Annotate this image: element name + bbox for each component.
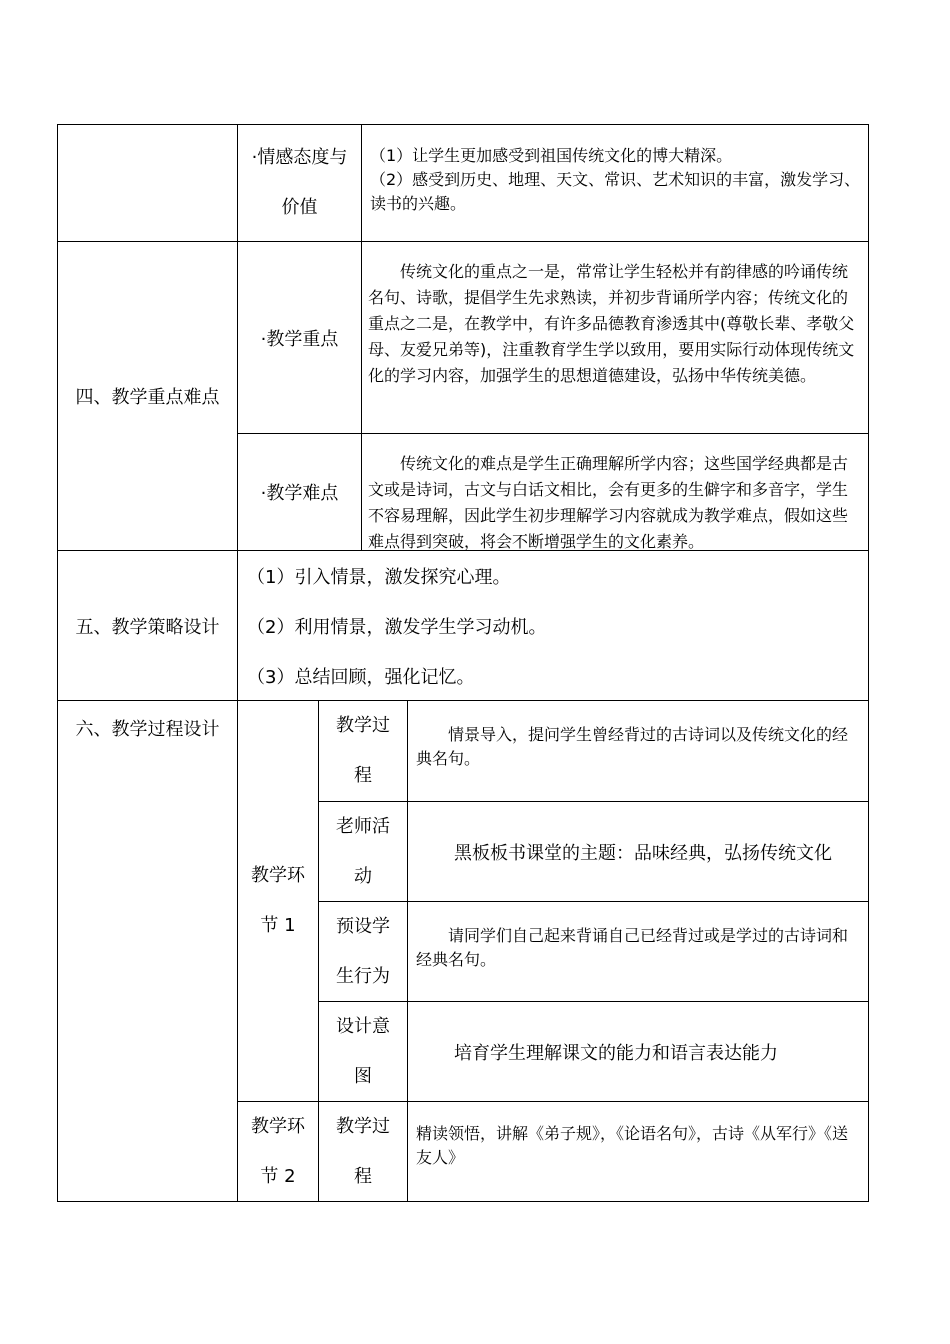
emotion-label-line1: ·情感态度与 [251, 147, 348, 168]
stage1-row1-content-cell [416, 723, 862, 771]
stage2-row1-label-line1: 教学过 [336, 1115, 390, 1137]
stage1-row3-label-cell [319, 902, 407, 1001]
strategy-item-1: （1）引入情景，激发探究心理。 [247, 567, 511, 588]
stage2-row1-label-line2: 程 [354, 1165, 372, 1187]
column-divider [407, 700, 408, 1202]
stage2-row1-content: 精读领悟，讲解《弟子规》，《论语名句》，古诗《从军行》《送友人》 [416, 1124, 849, 1167]
table-border-bottom [57, 1201, 869, 1202]
key-points-section-title: 四、教学重点难点 [75, 387, 220, 408]
stage1-label-line2: 节 1 [260, 915, 296, 936]
focus-content-cell [368, 259, 863, 389]
stage2-label-line2: 节 2 [260, 1165, 296, 1187]
emotion-item-1: （1）让学生更加感受到祖国传统文化的博大精深。 [370, 146, 733, 165]
lesson-plan-table [57, 124, 869, 1202]
process-section-title: 六、教学过程设计 [75, 719, 220, 740]
stage1-row4-label-line1: 设计意 [336, 1015, 390, 1037]
stage1-row4-label-cell [319, 1002, 407, 1101]
difficulty-label-cell [238, 434, 361, 550]
stage1-row4-content: 培育学生理解课文的能力和语言表达能力 [454, 1042, 778, 1064]
table-border-right [868, 124, 869, 1202]
stage1-row4-label-line2: 图 [354, 1065, 372, 1087]
stage1-row2-label-line1: 老师活 [336, 815, 390, 837]
strategy-content-cell [247, 553, 862, 703]
difficulty-text: 传统文化的难点是学生正确理解所学内容；这些国学经典都是古文或是诗词，古文与白话文相比，会有更多的生僻字和多音字，学生不容易理解，因此学生初步理解学习内容就成为教学难点，假如这些难点得到突破，将会不断增强学生的文化素养。 [368, 454, 849, 551]
stage1-row2-content-cell [454, 802, 864, 901]
focus-label-cell [238, 242, 361, 433]
stage1-row1-label-line1: 教学过 [336, 715, 390, 736]
strategy-item-2: （2）利用情景，激发学生学习动机。 [247, 617, 547, 638]
difficulty-content-cell [368, 451, 863, 555]
table-border-top [57, 124, 869, 125]
stage1-row3-content: 请同学们自己起来背诵自己已经背过或是学过的古诗词和经典名句。 [416, 926, 849, 969]
focus-label: ·教学重点 [260, 328, 339, 350]
emotion-label-cell [238, 125, 361, 241]
stage1-row2-label-line2: 动 [354, 865, 372, 887]
stage1-label-cell [238, 701, 318, 1101]
stage2-label-cell [238, 1102, 318, 1201]
strategy-section-title: 五、教学策略设计 [75, 616, 220, 638]
stage1-row1-label-line2: 程 [354, 765, 372, 786]
stage2-row1-content-cell [416, 1122, 862, 1170]
stage1-row3-label-line2: 生行为 [336, 965, 390, 987]
stage1-label-line1: 教学环 [251, 865, 305, 886]
emotion-label-line2: 价值 [281, 197, 318, 218]
strategy-item-3: （3）总结回顾，强化记忆。 [247, 667, 475, 688]
stage2-label-line1: 教学环 [251, 1115, 305, 1137]
stage1-row2-label-cell [319, 802, 407, 901]
stage1-row1-content: 情景导入，提问学生曾经背过的古诗词以及传统文化的经典名句。 [416, 725, 849, 768]
strategy-section-cell [58, 551, 237, 700]
stage1-row1-label-cell [319, 701, 407, 801]
column-divider [361, 124, 362, 550]
key-points-section-cell [58, 242, 237, 550]
emotion-content-cell [370, 144, 863, 216]
process-section-cell [58, 715, 237, 741]
stage2-row1-label-cell [319, 1102, 407, 1201]
stage1-row3-content-cell [416, 924, 862, 972]
focus-text: 传统文化的重点之一是，常常让学生轻松并有韵律感的吟诵传统名句、诗歌，提倡学生先求熟读，并初步背诵所学内容；传统文化的重点之二是，在教学中，有许多品德教育渗透其中(尊敬长辈、孝敬父母、友爱兄弟等)，注重教育学生学以致用，要用实际行动体现传统文化的学习内容，加强学生的思想道德建设，弘扬中华传统美德。 [368, 262, 855, 385]
emotion-item-2: （2）感受到历史、地理、天文、常识、艺术知识的丰富，激发学习、读书的兴趣。 [370, 170, 861, 213]
stage1-row4-content-cell [454, 1002, 864, 1101]
stage1-row2-content: 黑板板书课堂的主题：品味经典，弘扬传统文化 [454, 842, 832, 864]
difficulty-label: ·教学难点 [260, 483, 339, 504]
stage1-row3-label-line1: 预设学 [336, 915, 390, 937]
